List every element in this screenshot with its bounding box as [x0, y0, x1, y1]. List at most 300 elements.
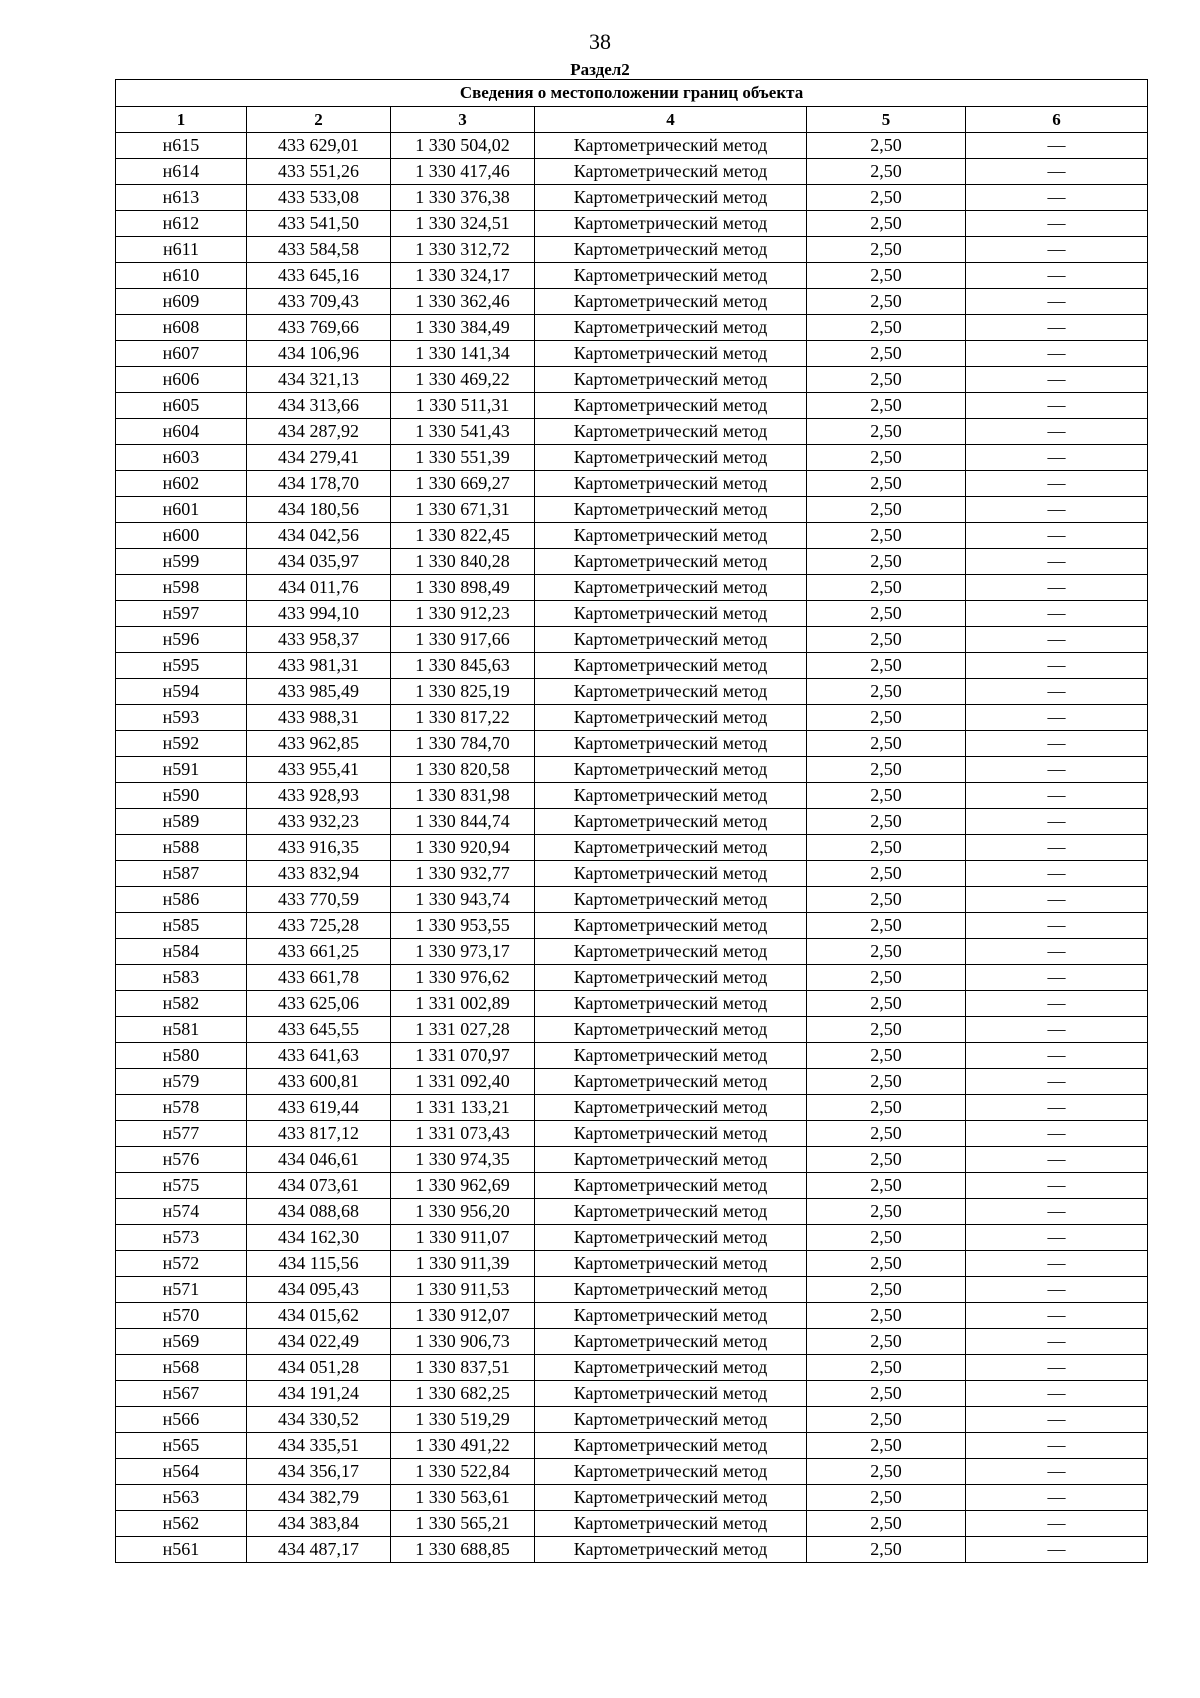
method-cell: Картометрический метод	[535, 1355, 807, 1381]
accuracy-cell: 2,50	[807, 705, 966, 731]
table-title: Сведения о местоположении границ объекта	[116, 80, 1148, 107]
x-coordinate-cell: 433 625,06	[247, 991, 391, 1017]
y-coordinate-cell: 1 330 817,22	[391, 705, 535, 731]
note-cell: —	[966, 445, 1148, 471]
y-coordinate-cell: 1 330 845,63	[391, 653, 535, 679]
column-number: 4	[535, 107, 807, 133]
table-row	[116, 731, 1148, 757]
table-row	[116, 1173, 1148, 1199]
accuracy-cell: 2,50	[807, 1199, 966, 1225]
accuracy-cell: 2,50	[807, 159, 966, 185]
x-coordinate-cell: 433 832,94	[247, 861, 391, 887]
method-cell: Картометрический метод	[535, 627, 807, 653]
table-row	[116, 1459, 1148, 1485]
method-cell: Картометрический метод	[535, 1277, 807, 1303]
table-row	[116, 185, 1148, 211]
note-cell: —	[966, 471, 1148, 497]
method-cell: Картометрический метод	[535, 1511, 807, 1537]
table-row	[116, 1511, 1148, 1537]
note-cell: —	[966, 575, 1148, 601]
note-cell: —	[966, 783, 1148, 809]
x-coordinate-cell: 434 287,92	[247, 419, 391, 445]
y-coordinate-cell: 1 330 976,62	[391, 965, 535, 991]
method-cell: Картометрический метод	[535, 1433, 807, 1459]
x-coordinate-cell: 433 629,01	[247, 133, 391, 159]
point-id-cell: н589	[116, 809, 247, 835]
x-coordinate-cell: 434 162,30	[247, 1225, 391, 1251]
point-id-cell: н576	[116, 1147, 247, 1173]
accuracy-cell: 2,50	[807, 1225, 966, 1251]
y-coordinate-cell: 1 330 541,43	[391, 419, 535, 445]
y-coordinate-cell: 1 330 911,39	[391, 1251, 535, 1277]
x-coordinate-cell: 434 487,17	[247, 1537, 391, 1563]
note-cell: —	[966, 211, 1148, 237]
table-row	[116, 1381, 1148, 1407]
x-coordinate-cell: 434 011,76	[247, 575, 391, 601]
accuracy-cell: 2,50	[807, 1121, 966, 1147]
method-cell: Картометрический метод	[535, 159, 807, 185]
point-id-cell: н567	[116, 1381, 247, 1407]
note-cell: —	[966, 679, 1148, 705]
x-coordinate-cell: 433 541,50	[247, 211, 391, 237]
point-id-cell: н577	[116, 1121, 247, 1147]
accuracy-cell: 2,50	[807, 471, 966, 497]
note-cell: —	[966, 601, 1148, 627]
note-cell: —	[966, 1043, 1148, 1069]
accuracy-cell: 2,50	[807, 731, 966, 757]
x-coordinate-cell: 433 770,59	[247, 887, 391, 913]
point-id-cell: н603	[116, 445, 247, 471]
accuracy-cell: 2,50	[807, 315, 966, 341]
method-cell: Картометрический метод	[535, 1225, 807, 1251]
table-row	[116, 1043, 1148, 1069]
method-cell: Картометрический метод	[535, 1147, 807, 1173]
x-coordinate-cell: 433 916,35	[247, 835, 391, 861]
method-cell: Картометрический метод	[535, 809, 807, 835]
table-row	[116, 627, 1148, 653]
accuracy-cell: 2,50	[807, 133, 966, 159]
point-id-cell: н588	[116, 835, 247, 861]
accuracy-cell: 2,50	[807, 341, 966, 367]
section-title: Раздел2	[570, 60, 630, 79]
x-coordinate-cell: 433 641,63	[247, 1043, 391, 1069]
accuracy-cell: 2,50	[807, 1173, 966, 1199]
x-coordinate-cell: 434 335,51	[247, 1433, 391, 1459]
note-cell: —	[966, 1433, 1148, 1459]
accuracy-cell: 2,50	[807, 1329, 966, 1355]
point-id-cell: н564	[116, 1459, 247, 1485]
point-id-cell: н562	[116, 1511, 247, 1537]
y-coordinate-cell: 1 330 551,39	[391, 445, 535, 471]
accuracy-cell: 2,50	[807, 393, 966, 419]
point-id-cell: н565	[116, 1433, 247, 1459]
accuracy-cell: 2,50	[807, 1147, 966, 1173]
table-row	[116, 263, 1148, 289]
y-coordinate-cell: 1 330 844,74	[391, 809, 535, 835]
point-id-cell: н585	[116, 913, 247, 939]
table-row	[116, 1407, 1148, 1433]
accuracy-cell: 2,50	[807, 861, 966, 887]
point-id-cell: н561	[116, 1537, 247, 1563]
method-cell: Картометрический метод	[535, 1095, 807, 1121]
table-row	[116, 471, 1148, 497]
note-cell: —	[966, 1251, 1148, 1277]
method-cell: Картометрический метод	[535, 653, 807, 679]
table-row	[116, 289, 1148, 315]
note-cell: —	[966, 1017, 1148, 1043]
method-cell: Картометрический метод	[535, 289, 807, 315]
method-cell: Картометрический метод	[535, 705, 807, 731]
table-row	[116, 913, 1148, 939]
note-cell: —	[966, 367, 1148, 393]
note-cell: —	[966, 185, 1148, 211]
y-coordinate-cell: 1 331 027,28	[391, 1017, 535, 1043]
y-coordinate-cell: 1 330 932,77	[391, 861, 535, 887]
accuracy-cell: 2,50	[807, 939, 966, 965]
accuracy-cell: 2,50	[807, 653, 966, 679]
accuracy-cell: 2,50	[807, 679, 966, 705]
note-cell: —	[966, 159, 1148, 185]
y-coordinate-cell: 1 330 312,72	[391, 237, 535, 263]
note-cell: —	[966, 1121, 1148, 1147]
point-id-cell: н594	[116, 679, 247, 705]
y-coordinate-cell: 1 330 563,61	[391, 1485, 535, 1511]
note-cell: —	[966, 965, 1148, 991]
accuracy-cell: 2,50	[807, 887, 966, 913]
x-coordinate-cell: 433 985,49	[247, 679, 391, 705]
note-cell: —	[966, 289, 1148, 315]
accuracy-cell: 2,50	[807, 1407, 966, 1433]
note-cell: —	[966, 1225, 1148, 1251]
point-id-cell: н571	[116, 1277, 247, 1303]
method-cell: Картометрический метод	[535, 679, 807, 705]
accuracy-cell: 2,50	[807, 913, 966, 939]
table-row	[116, 419, 1148, 445]
table-row	[116, 939, 1148, 965]
accuracy-cell: 2,50	[807, 1381, 966, 1407]
accuracy-cell: 2,50	[807, 1511, 966, 1537]
accuracy-cell: 2,50	[807, 237, 966, 263]
method-cell: Картометрический метод	[535, 393, 807, 419]
table-row	[116, 809, 1148, 835]
boundary-coordinates-table	[115, 79, 1148, 1563]
accuracy-cell: 2,50	[807, 185, 966, 211]
x-coordinate-cell: 434 382,79	[247, 1485, 391, 1511]
note-cell: —	[966, 861, 1148, 887]
x-coordinate-cell: 433 988,31	[247, 705, 391, 731]
y-coordinate-cell: 1 330 953,55	[391, 913, 535, 939]
table-row	[116, 783, 1148, 809]
table-row	[116, 679, 1148, 705]
x-coordinate-cell: 434 330,52	[247, 1407, 391, 1433]
x-coordinate-cell: 433 994,10	[247, 601, 391, 627]
y-coordinate-cell: 1 331 133,21	[391, 1095, 535, 1121]
point-id-cell: н609	[116, 289, 247, 315]
accuracy-cell: 2,50	[807, 1355, 966, 1381]
method-cell: Картометрический метод	[535, 1043, 807, 1069]
point-id-cell: н607	[116, 341, 247, 367]
point-id-cell: н600	[116, 523, 247, 549]
point-id-cell: н584	[116, 939, 247, 965]
note-cell: —	[966, 991, 1148, 1017]
accuracy-cell: 2,50	[807, 1433, 966, 1459]
note-cell: —	[966, 1485, 1148, 1511]
point-id-cell: н581	[116, 1017, 247, 1043]
note-cell: —	[966, 497, 1148, 523]
accuracy-cell: 2,50	[807, 497, 966, 523]
note-cell: —	[966, 757, 1148, 783]
accuracy-cell: 2,50	[807, 809, 966, 835]
point-id-cell: н578	[116, 1095, 247, 1121]
point-id-cell: н615	[116, 133, 247, 159]
point-id-cell: н610	[116, 263, 247, 289]
x-coordinate-cell: 433 725,28	[247, 913, 391, 939]
accuracy-cell: 2,50	[807, 419, 966, 445]
table-row	[116, 1147, 1148, 1173]
y-coordinate-cell: 1 330 912,07	[391, 1303, 535, 1329]
table-row	[116, 1251, 1148, 1277]
x-coordinate-cell: 434 180,56	[247, 497, 391, 523]
point-id-cell: н587	[116, 861, 247, 887]
y-coordinate-cell: 1 330 565,21	[391, 1511, 535, 1537]
note-cell: —	[966, 1459, 1148, 1485]
accuracy-cell: 2,50	[807, 1277, 966, 1303]
y-coordinate-cell: 1 330 911,07	[391, 1225, 535, 1251]
y-coordinate-cell: 1 330 504,02	[391, 133, 535, 159]
method-cell: Картометрический метод	[535, 211, 807, 237]
note-cell: —	[966, 1537, 1148, 1563]
method-cell: Картометрический метод	[535, 497, 807, 523]
x-coordinate-cell: 434 015,62	[247, 1303, 391, 1329]
note-cell: —	[966, 705, 1148, 731]
y-coordinate-cell: 1 330 898,49	[391, 575, 535, 601]
y-coordinate-cell: 1 330 384,49	[391, 315, 535, 341]
x-coordinate-cell: 433 533,08	[247, 185, 391, 211]
method-cell: Картометрический метод	[535, 575, 807, 601]
method-cell: Картометрический метод	[535, 835, 807, 861]
x-coordinate-cell: 434 088,68	[247, 1199, 391, 1225]
y-coordinate-cell: 1 330 840,28	[391, 549, 535, 575]
method-cell: Картометрический метод	[535, 1303, 807, 1329]
note-cell: —	[966, 523, 1148, 549]
method-cell: Картометрический метод	[535, 731, 807, 757]
table-row	[116, 1095, 1148, 1121]
point-id-cell: н604	[116, 419, 247, 445]
y-coordinate-cell: 1 330 822,45	[391, 523, 535, 549]
accuracy-cell: 2,50	[807, 757, 966, 783]
x-coordinate-cell: 434 321,13	[247, 367, 391, 393]
point-id-cell: н568	[116, 1355, 247, 1381]
accuracy-cell: 2,50	[807, 965, 966, 991]
x-coordinate-cell: 434 191,24	[247, 1381, 391, 1407]
point-id-cell: н614	[116, 159, 247, 185]
point-id-cell: н592	[116, 731, 247, 757]
accuracy-cell: 2,50	[807, 1485, 966, 1511]
note-cell: —	[966, 315, 1148, 341]
point-id-cell: н591	[116, 757, 247, 783]
table-row	[116, 211, 1148, 237]
y-coordinate-cell: 1 330 943,74	[391, 887, 535, 913]
x-coordinate-cell: 434 042,56	[247, 523, 391, 549]
point-id-cell: н593	[116, 705, 247, 731]
table-row	[116, 1225, 1148, 1251]
note-cell: —	[966, 1511, 1148, 1537]
y-coordinate-cell: 1 330 911,53	[391, 1277, 535, 1303]
x-coordinate-cell: 433 619,44	[247, 1095, 391, 1121]
accuracy-cell: 2,50	[807, 835, 966, 861]
accuracy-cell: 2,50	[807, 1303, 966, 1329]
x-coordinate-cell: 434 022,49	[247, 1329, 391, 1355]
point-id-cell: н602	[116, 471, 247, 497]
point-id-cell: н586	[116, 887, 247, 913]
y-coordinate-cell: 1 330 324,51	[391, 211, 535, 237]
y-coordinate-cell: 1 330 825,19	[391, 679, 535, 705]
x-coordinate-cell: 433 584,58	[247, 237, 391, 263]
y-coordinate-cell: 1 330 831,98	[391, 783, 535, 809]
point-id-cell: н563	[116, 1485, 247, 1511]
y-coordinate-cell: 1 330 974,35	[391, 1147, 535, 1173]
method-cell: Картометрический метод	[535, 1199, 807, 1225]
method-cell: Картометрический метод	[535, 601, 807, 627]
note-cell: —	[966, 627, 1148, 653]
y-coordinate-cell: 1 330 522,84	[391, 1459, 535, 1485]
method-cell: Картометрический метод	[535, 367, 807, 393]
point-id-cell: н573	[116, 1225, 247, 1251]
accuracy-cell: 2,50	[807, 1095, 966, 1121]
table-row	[116, 523, 1148, 549]
accuracy-cell: 2,50	[807, 289, 966, 315]
note-cell: —	[966, 1303, 1148, 1329]
y-coordinate-cell: 1 330 920,94	[391, 835, 535, 861]
point-id-cell: н608	[116, 315, 247, 341]
table-row	[116, 237, 1148, 263]
x-coordinate-cell: 433 551,26	[247, 159, 391, 185]
method-cell: Картометрический метод	[535, 263, 807, 289]
method-cell: Картометрический метод	[535, 315, 807, 341]
x-coordinate-cell: 434 035,97	[247, 549, 391, 575]
y-coordinate-cell: 1 330 519,29	[391, 1407, 535, 1433]
x-coordinate-cell: 434 313,66	[247, 393, 391, 419]
note-cell: —	[966, 835, 1148, 861]
note-cell: —	[966, 1407, 1148, 1433]
note-cell: —	[966, 939, 1148, 965]
note-cell: —	[966, 731, 1148, 757]
x-coordinate-cell: 433 709,43	[247, 289, 391, 315]
y-coordinate-cell: 1 330 511,31	[391, 393, 535, 419]
table-row	[116, 757, 1148, 783]
x-coordinate-cell: 434 115,56	[247, 1251, 391, 1277]
table-row	[116, 1277, 1148, 1303]
page-number: 38	[589, 29, 611, 54]
point-id-cell: н595	[116, 653, 247, 679]
column-number: 3	[391, 107, 535, 133]
note-cell: —	[966, 549, 1148, 575]
point-id-cell: н583	[116, 965, 247, 991]
x-coordinate-cell: 434 178,70	[247, 471, 391, 497]
method-cell: Картометрический метод	[535, 237, 807, 263]
accuracy-cell: 2,50	[807, 575, 966, 601]
y-coordinate-cell: 1 330 837,51	[391, 1355, 535, 1381]
column-number: 1	[116, 107, 247, 133]
y-coordinate-cell: 1 331 002,89	[391, 991, 535, 1017]
point-id-cell: н574	[116, 1199, 247, 1225]
x-coordinate-cell: 433 661,25	[247, 939, 391, 965]
column-number-row	[116, 107, 1148, 133]
table-row	[116, 315, 1148, 341]
y-coordinate-cell: 1 330 671,31	[391, 497, 535, 523]
method-cell: Картометрический метод	[535, 419, 807, 445]
point-id-cell: н606	[116, 367, 247, 393]
accuracy-cell: 2,50	[807, 549, 966, 575]
accuracy-cell: 2,50	[807, 523, 966, 549]
method-cell: Картометрический метод	[535, 523, 807, 549]
method-cell: Картометрический метод	[535, 861, 807, 887]
method-cell: Картометрический метод	[535, 133, 807, 159]
note-cell: —	[966, 913, 1148, 939]
x-coordinate-cell: 434 106,96	[247, 341, 391, 367]
x-coordinate-cell: 433 981,31	[247, 653, 391, 679]
x-coordinate-cell: 434 051,28	[247, 1355, 391, 1381]
x-coordinate-cell: 433 932,23	[247, 809, 391, 835]
accuracy-cell: 2,50	[807, 367, 966, 393]
x-coordinate-cell: 433 817,12	[247, 1121, 391, 1147]
point-id-cell: н570	[116, 1303, 247, 1329]
method-cell: Картометрический метод	[535, 341, 807, 367]
table-row	[116, 835, 1148, 861]
table-row	[116, 1433, 1148, 1459]
method-cell: Картометрический метод	[535, 1173, 807, 1199]
accuracy-cell: 2,50	[807, 1537, 966, 1563]
note-cell: —	[966, 1199, 1148, 1225]
method-cell: Картометрический метод	[535, 991, 807, 1017]
note-cell: —	[966, 1147, 1148, 1173]
table-row	[116, 1017, 1148, 1043]
point-id-cell: н601	[116, 497, 247, 523]
y-coordinate-cell: 1 330 669,27	[391, 471, 535, 497]
method-cell: Картометрический метод	[535, 1329, 807, 1355]
note-cell: —	[966, 887, 1148, 913]
point-id-cell: н575	[116, 1173, 247, 1199]
x-coordinate-cell: 433 928,93	[247, 783, 391, 809]
column-number: 5	[807, 107, 966, 133]
x-coordinate-cell: 433 645,55	[247, 1017, 391, 1043]
note-cell: —	[966, 809, 1148, 835]
y-coordinate-cell: 1 330 917,66	[391, 627, 535, 653]
accuracy-cell: 2,50	[807, 601, 966, 627]
accuracy-cell: 2,50	[807, 445, 966, 471]
method-cell: Картометрический метод	[535, 1121, 807, 1147]
method-cell: Картометрический метод	[535, 1459, 807, 1485]
point-id-cell: н572	[116, 1251, 247, 1277]
y-coordinate-cell: 1 331 092,40	[391, 1069, 535, 1095]
method-cell: Картометрический метод	[535, 185, 807, 211]
table-row	[116, 861, 1148, 887]
y-coordinate-cell: 1 330 362,46	[391, 289, 535, 315]
y-coordinate-cell: 1 331 073,43	[391, 1121, 535, 1147]
point-id-cell: н612	[116, 211, 247, 237]
point-id-cell: н599	[116, 549, 247, 575]
x-coordinate-cell: 433 645,16	[247, 263, 391, 289]
point-id-cell: н597	[116, 601, 247, 627]
method-cell: Картометрический метод	[535, 965, 807, 991]
x-coordinate-cell: 434 046,61	[247, 1147, 391, 1173]
y-coordinate-cell: 1 330 688,85	[391, 1537, 535, 1563]
accuracy-cell: 2,50	[807, 1069, 966, 1095]
y-coordinate-cell: 1 330 973,17	[391, 939, 535, 965]
y-coordinate-cell: 1 330 912,23	[391, 601, 535, 627]
point-id-cell: н605	[116, 393, 247, 419]
table-row	[116, 159, 1148, 185]
